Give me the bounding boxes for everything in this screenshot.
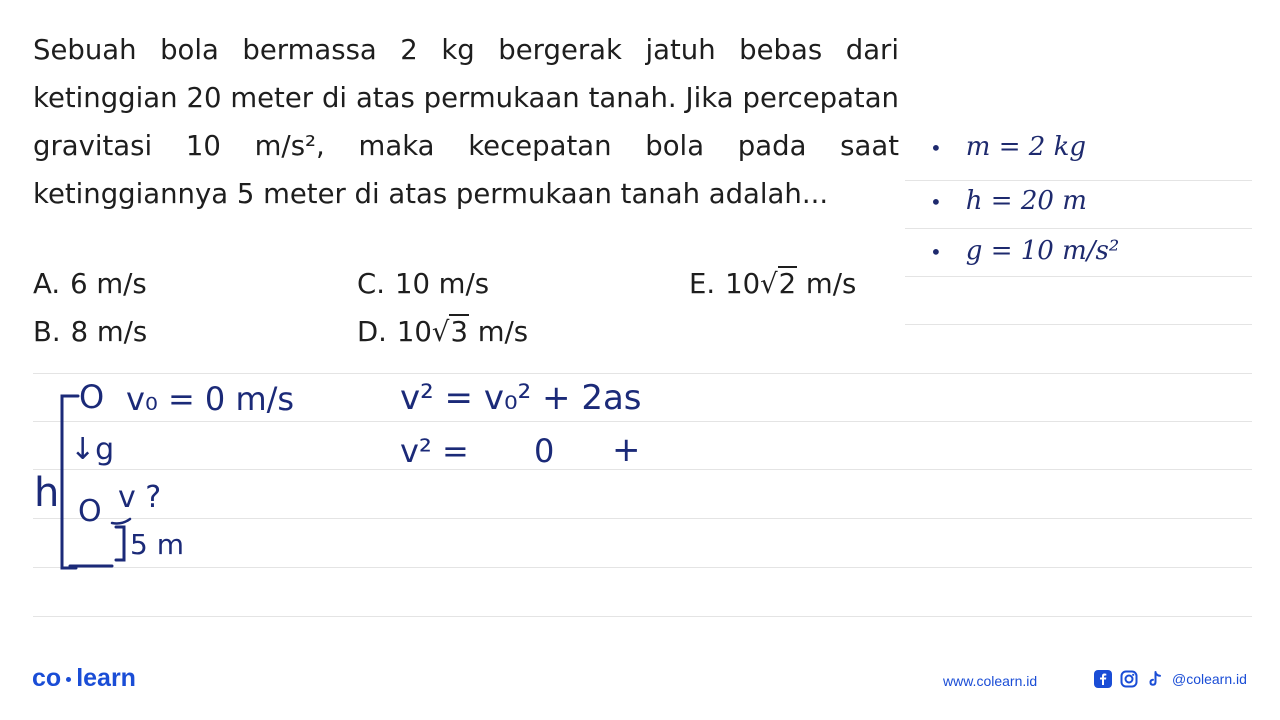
option-letter: A. bbox=[33, 268, 61, 300]
social-links bbox=[1094, 670, 1247, 688]
five-m-bracket bbox=[116, 527, 124, 560]
option-unit: m/s bbox=[477, 316, 529, 348]
ball-tail bbox=[112, 519, 130, 524]
option-radicand: 2 bbox=[778, 268, 797, 300]
sqrt-symbol: √3 bbox=[431, 316, 468, 348]
gravity-arrow-note: ↓g bbox=[70, 432, 115, 467]
logo-learn: learn bbox=[76, 664, 136, 692]
equation-line-1: v² = v₀² + 2as bbox=[400, 378, 642, 418]
bullet-icon: • bbox=[930, 240, 942, 264]
tiktok-icon bbox=[1146, 670, 1164, 688]
logo-co: co bbox=[32, 664, 62, 692]
option-value: 8 m/s bbox=[70, 316, 148, 348]
instagram-icon bbox=[1120, 670, 1138, 688]
given-height-text: h = 20 m bbox=[965, 186, 1087, 216]
given-gravity-text: g = 10 m/s² bbox=[965, 236, 1120, 266]
facebook-icon bbox=[1094, 670, 1112, 688]
option-unit: m/s bbox=[805, 268, 857, 300]
option-letter: B. bbox=[33, 316, 61, 348]
given-mass-text: m = 2 kg bbox=[965, 132, 1086, 162]
unknown-velocity-note: v ? bbox=[118, 480, 162, 515]
question-text: Sebuah bola bermassa 2 kg bergerak jatuh bebas dari ketinggian 20 meter di atas permukaan tanah. Jika percepatan gravitasi 10 m/s², maka kecepatan bola pada saat ketinggiannya 5 meter di atas permukaan tanah adalah... bbox=[33, 34, 899, 210]
equation-line-2-zero: 0 bbox=[534, 432, 555, 470]
bullet-icon: • bbox=[930, 190, 942, 214]
option-radicand: 3 bbox=[450, 316, 468, 348]
logo-dot bbox=[66, 677, 71, 682]
option-letter: E. bbox=[689, 268, 716, 300]
website-url: www.colearn.id bbox=[943, 673, 1038, 689]
sqrt-symbol: √2 bbox=[760, 268, 797, 300]
colearn-logo bbox=[32, 664, 136, 693]
ball-start-circle: O bbox=[79, 378, 105, 416]
ball-mid-circle: O bbox=[78, 494, 102, 529]
option-value: 10 m/s bbox=[394, 268, 490, 300]
initial-velocity-note: v₀ = 0 m/s bbox=[126, 380, 295, 418]
option-value: 6 m/s bbox=[70, 268, 147, 300]
equation-line-2-plus: + bbox=[612, 430, 641, 470]
option-coef: 10 bbox=[725, 268, 761, 300]
bullet-icon: • bbox=[930, 136, 942, 160]
five-meter-note: 5 m bbox=[130, 528, 184, 561]
height-label: h bbox=[34, 470, 60, 516]
height-bracket bbox=[62, 396, 78, 568]
social-handle: @colearn.id bbox=[1172, 671, 1247, 687]
option-coef: 10 bbox=[396, 316, 432, 348]
option-letter: D. bbox=[357, 316, 387, 348]
option-letter: C. bbox=[357, 268, 385, 300]
equation-line-2-lhs: v² = bbox=[400, 432, 469, 470]
